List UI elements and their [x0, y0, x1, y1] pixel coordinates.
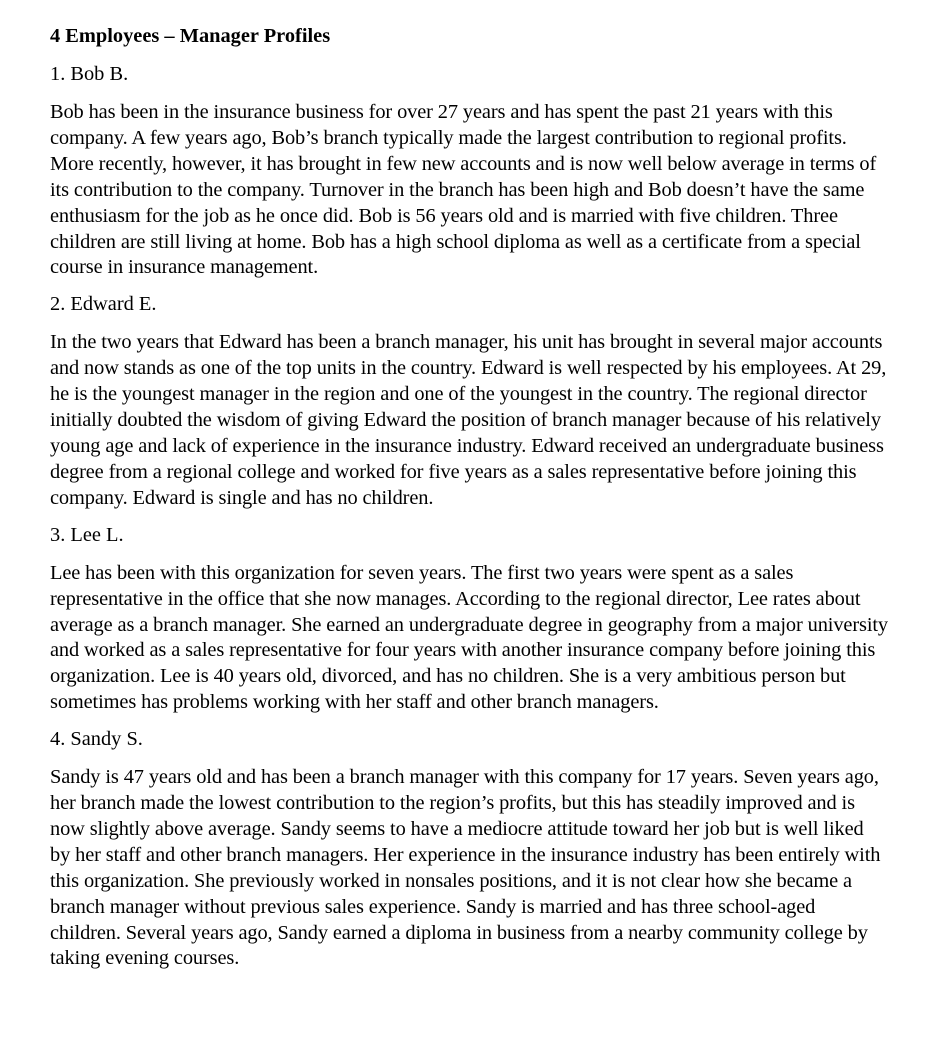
profile-body: Sandy is 47 years old and has been a branch manager with this company for 17 years. Seven years ago, her branch made the lowest contribution to the region’s profits, but this has steadily improved and is now slightly above average. Sandy seems to have a mediocre attitude toward her job but is well liked by her staff and other branch managers. Her experience in the insurance industry has been entirely with this organization. She previously worked in nonsales positions, and it is not clear how she became a branch manager without previous sales experience. Sandy is married and has three school-aged children. Several years ago, Sandy earned a diploma in business from a nearby community college by taking evening courses.: [50, 766, 881, 970]
profile-heading: 2. Edward E.: [50, 293, 157, 316]
profile-sandy: [50, 725, 888, 972]
profile-bob: [50, 60, 888, 281]
profile-heading: 1. Bob B.: [50, 63, 129, 85]
profile-body: Bob has been in the insurance business for over 27 years and has spent the past 21 years with this company. A few years ago, Bob’s branch typically made the largest contribution to regional profits. More recently, however, it has brought in few new accounts and is now well below average in terms of its contribution to the company. Turnover in the branch has been high and Bob doesn’t have the same enthusiasm for the job as he once did. Bob is 56 years old and is married with five children. Three children are still living at home. Bob has a high school diploma as well as a certificate from a special course in insurance management.: [50, 101, 877, 279]
profile-heading: 4. Sandy S.: [50, 728, 143, 751]
profile-lee: [50, 521, 888, 716]
profile-body: Lee has been with this organization for seven years. The first two years were spent as a sales representative in the office that she now manages. According to the regional director, Lee rates about average as a branch manager. She earned an undergraduate degree in geography from a major university and worked as a sales representative for four years with another insurance company before joining this organization. Lee is 40 years old, divorced, and has no children. She is a very ambitious person but sometimes has problems working with her staff and other branch managers.: [50, 561, 888, 714]
profile-body: In the two years that Edward has been a branch manager, his unit has brought in several major accounts and now stands as one of the top units in the country. Edward is well respected by his employees. At 29, he is the youngest manager in the region and one of the youngest in the country. The regional director initially doubted the wisdom of giving Edward the position of branch manager because of his relatively young age and lack of experience in the insurance industry. Edward received an undergraduate business degree from a regional college and worked for five years as a sales representative before joining this company. Edward is single and has no children.: [50, 331, 887, 509]
profile-heading: 3. Lee L.: [50, 523, 124, 546]
profile-edward: [50, 290, 888, 511]
document-title: 4 Employees – Manager Profiles: [50, 25, 331, 47]
